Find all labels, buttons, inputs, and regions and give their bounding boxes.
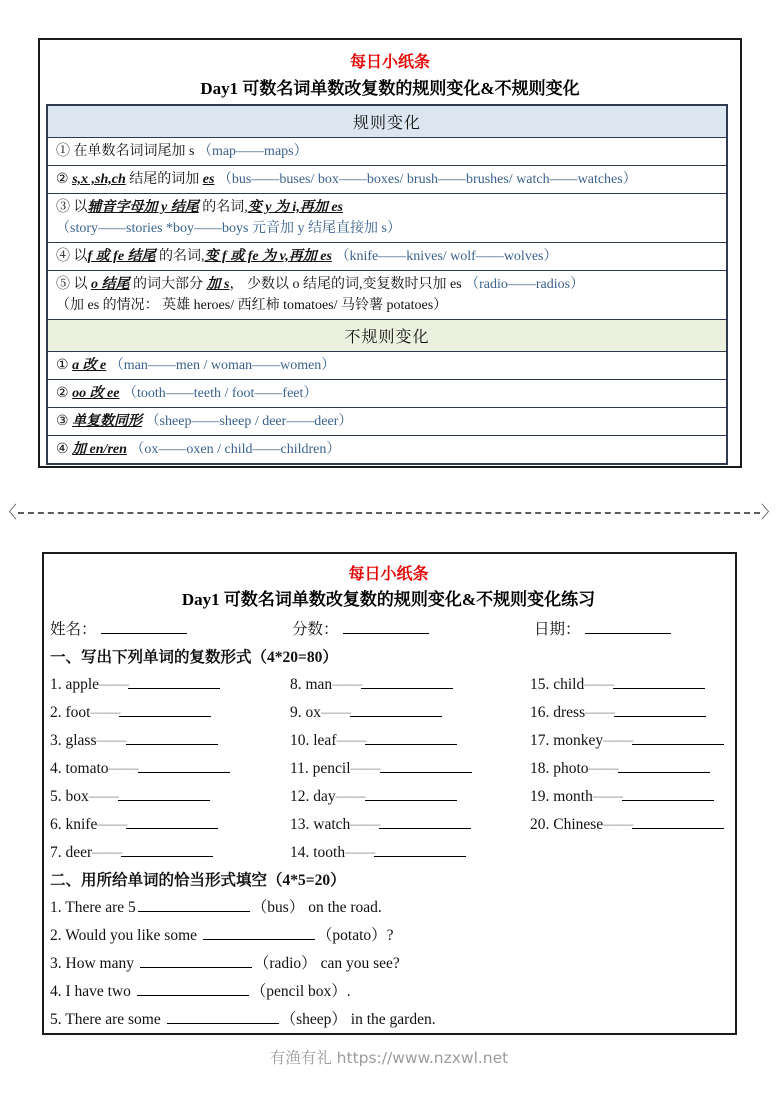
sentence-pre: 4. I have two (50, 983, 135, 1000)
worksheet-card (42, 552, 737, 1035)
word-label: 13. watch (290, 816, 351, 833)
sentence-hint: （radio） (253, 955, 317, 972)
word-dash: —— (336, 732, 366, 749)
word-blank[interactable] (622, 783, 714, 801)
field-blank[interactable] (343, 618, 429, 634)
word-item (290, 783, 530, 811)
rule-text: 的词大部分 (129, 277, 207, 292)
rule-row (48, 407, 726, 435)
word-item (50, 671, 290, 699)
word-item (290, 727, 530, 755)
word-dash: —— (588, 760, 618, 777)
word-blank[interactable] (365, 783, 457, 801)
word-dash: —— (321, 704, 350, 721)
word-item (530, 727, 724, 755)
sentence-item (50, 978, 727, 1006)
rule-example: （tooth——teeth / foot——feet） (119, 386, 318, 401)
rule-row (48, 270, 726, 319)
sentence-item (50, 1006, 727, 1034)
word-item (290, 839, 530, 867)
word-dash: —— (335, 788, 365, 805)
site-footer: 有渔有礼 https://www.nzxwl.net (269, 1049, 509, 1067)
word-item (530, 671, 724, 699)
word-label: 10. leaf (290, 732, 337, 749)
word-grid (50, 671, 727, 867)
rule-text: ③ (56, 414, 73, 429)
rule-text: ⑤ 以 (56, 277, 91, 292)
word-label: 15. child (530, 676, 585, 693)
rule-keyword: s,x ,sh,ch (72, 172, 126, 187)
word-blank[interactable] (618, 755, 710, 773)
word-item (530, 783, 724, 811)
word-dash: —— (603, 816, 633, 833)
word-dash: —— (92, 844, 122, 861)
rule-keyword: 变 f 或 fe 为 v,再加 es (204, 249, 332, 264)
rule-text: ④ (56, 442, 73, 457)
rule-keyword: f 或 fe 结尾 (87, 249, 156, 264)
sentence-post: on the road. (304, 899, 382, 916)
sentence-blank[interactable] (138, 894, 250, 912)
sentence-item (50, 922, 727, 950)
rule-line (56, 169, 718, 190)
rule-example: （ox——oxen / child——children） (126, 442, 341, 457)
word-dash: —— (592, 788, 622, 805)
rule-text: ① (56, 358, 73, 373)
word-item (290, 811, 530, 839)
word-label: 5. box (50, 788, 89, 805)
field-label: 日期： (534, 621, 581, 638)
word-label: 11. pencil (290, 760, 351, 777)
sentence-blank[interactable] (203, 922, 315, 940)
field-label: 分数： (292, 621, 339, 638)
rule-keyword: 单复数同形 (72, 414, 143, 429)
rule-line (56, 197, 718, 218)
sentence-list (50, 894, 727, 1034)
sentence-pre: 3. How many (50, 955, 138, 972)
word-item (530, 755, 724, 783)
word-item (530, 811, 724, 839)
rule-keyword: 辅音字母加 y 结尾 (87, 200, 199, 215)
word-label: 2. foot (50, 704, 91, 721)
word-blank[interactable] (613, 671, 705, 689)
word-label: 17. monkey (530, 732, 604, 749)
rule-text: ② (56, 172, 73, 187)
field-blank[interactable] (101, 618, 187, 634)
word-dash: —— (97, 816, 127, 833)
word-dash: —— (584, 676, 614, 693)
word-dash: —— (350, 760, 380, 777)
word-blank[interactable] (632, 727, 724, 745)
rule-text: 的名词, (155, 249, 205, 264)
word-blank[interactable] (350, 699, 442, 717)
rules-section-header: 规则变化 (48, 106, 726, 137)
rules-section-header: 不规则变化 (48, 319, 726, 351)
worksheet-subtitle: Day1 可数名词单数改复数的规则变化&不规则变化练习 (181, 590, 596, 609)
rule-example: （man——men / woman——women） (106, 358, 336, 373)
sentence-pre: 1. There are 5 (50, 899, 136, 916)
rule-text: ④ 以 (56, 249, 88, 264)
word-label: 8. man (290, 676, 333, 693)
worksheet-fields-row (50, 618, 727, 644)
word-item (50, 783, 290, 811)
word-blank[interactable] (379, 811, 471, 829)
word-blank[interactable] (118, 783, 210, 801)
rule-line (56, 411, 718, 432)
rule-text: ① 在单数名词词尾加 s (56, 144, 198, 159)
sentence-hint: （sheep） (280, 1011, 347, 1028)
word-item (290, 755, 530, 783)
rule-line (56, 439, 718, 460)
note-card-title: 每日小纸条 (349, 54, 430, 71)
sentence-hint: （potato） (316, 927, 387, 944)
rule-example: （story——stories *boy——boys 元音加 y 结尾直接加 s） (56, 221, 401, 236)
field-label: 姓名： (50, 621, 97, 638)
word-dash: —— (332, 676, 362, 693)
word-column (290, 671, 530, 867)
worksheet-field (50, 618, 292, 644)
rule-line (56, 274, 718, 295)
word-dash: —— (99, 676, 129, 693)
word-label: 18. photo (530, 760, 589, 777)
word-dash: —— (345, 844, 375, 861)
rule-row (48, 165, 726, 193)
word-item (50, 699, 290, 727)
worksheet-title: 每日小纸条 (348, 566, 429, 583)
sentence-pre: 5. There are some (50, 1011, 165, 1028)
rule-example: （knife——knives/ wolf——wolves） (331, 249, 558, 264)
rule-line (56, 218, 718, 239)
sentence-blank[interactable] (137, 978, 249, 996)
rule-keyword: es (202, 172, 215, 187)
word-dash: —— (603, 732, 633, 749)
word-item (50, 755, 290, 783)
word-blank[interactable] (361, 671, 453, 689)
rule-text: 的名词, (198, 200, 248, 215)
rule-text: 结尾的词加 (125, 172, 203, 187)
word-blank[interactable] (374, 839, 466, 857)
word-blank[interactable] (128, 671, 220, 689)
rule-line (56, 295, 718, 316)
rule-keyword: a 改 e (72, 358, 107, 373)
word-label: 19. month (530, 788, 593, 805)
word-blank[interactable] (138, 755, 230, 773)
rule-text: ， 少数以 o 结尾的词,变复数时只加 es (229, 277, 466, 292)
word-label: 7. deer (50, 844, 93, 861)
cut-line-right-bracket-icon: 〉 (761, 503, 778, 523)
sentence-blank[interactable] (167, 1006, 279, 1024)
rule-line (56, 246, 718, 267)
field-blank[interactable] (585, 618, 671, 634)
rule-example: （map——maps） (197, 144, 308, 159)
word-label: 12. day (290, 788, 336, 805)
cut-line (0, 500, 778, 526)
word-blank[interactable] (126, 727, 218, 745)
rule-example: （radio——radios） (465, 277, 585, 292)
rule-row (48, 193, 726, 242)
rule-line (56, 355, 718, 376)
word-blank[interactable] (365, 727, 457, 745)
word-item (50, 839, 290, 867)
word-dash: —— (585, 704, 615, 721)
word-label: 9. ox (290, 704, 321, 721)
rule-row (48, 435, 726, 463)
rule-example: （sheep——sheep / deer——deer） (142, 414, 353, 429)
word-blank[interactable] (632, 811, 724, 829)
cut-line-dashes (18, 512, 760, 514)
rule-row (48, 351, 726, 379)
sentence-hint: （pencil box） (250, 983, 347, 1000)
rule-row (48, 379, 726, 407)
sentence-blank[interactable] (140, 950, 252, 968)
word-label: 4. tomato (50, 760, 109, 777)
word-blank[interactable] (614, 699, 706, 717)
word-dash: —— (108, 760, 138, 777)
worksheet-field (534, 618, 671, 644)
worksheet-field (292, 618, 534, 644)
word-label: 20. Chinese (530, 816, 604, 833)
section1-heading: 一、写出下列单词的复数形式（4*20=80） (50, 649, 338, 666)
sentence-post: . (346, 983, 351, 1000)
sentence-item (50, 950, 727, 978)
word-dash: —— (90, 704, 120, 721)
word-blank[interactable] (121, 839, 213, 857)
sentence-post: in the garden. (346, 1011, 436, 1028)
word-column (50, 671, 290, 867)
rule-example: （bus——buses/ box——boxes/ brush——brushes/ watch——watches） (214, 172, 637, 187)
word-dash: —— (350, 816, 380, 833)
rule-line (56, 383, 718, 404)
rule-row (48, 137, 726, 165)
rule-row (48, 242, 726, 270)
sentence-hint: （bus） (251, 899, 305, 916)
word-blank[interactable] (126, 811, 218, 829)
word-label: 1. apple (50, 676, 100, 693)
note-card-subtitle: Day1 可数名词单数改复数的规则变化&不规则变化 (200, 79, 580, 98)
word-label: 16. dress (530, 704, 586, 721)
word-item (50, 811, 290, 839)
rules-note-card (38, 38, 742, 468)
word-label: 6. knife (50, 816, 98, 833)
sentence-post: can you see? (316, 955, 400, 972)
word-item (290, 671, 530, 699)
word-dash: —— (96, 732, 126, 749)
sentence-pre: 2. Would you like some (50, 927, 201, 944)
word-dash: —— (88, 788, 118, 805)
word-column (530, 671, 724, 867)
word-label: 3. glass (50, 732, 97, 749)
rule-text: （加 es 的情况： 英雄 heroes/ 西红柿 tomatoes/ 马铃薯 potatoes） (56, 298, 448, 313)
rule-keyword: 加 en/ren (72, 442, 127, 457)
rule-text: ② (56, 386, 73, 401)
cut-line-left-bracket-icon: 〈 (0, 503, 17, 523)
word-blank[interactable] (119, 699, 211, 717)
word-item (290, 699, 530, 727)
rule-line (56, 141, 718, 162)
word-item (530, 699, 724, 727)
rule-keyword: oo 改 ee (72, 386, 120, 401)
word-blank[interactable] (380, 755, 472, 773)
rule-keyword: 加 s (206, 277, 230, 292)
sentence-item (50, 894, 727, 922)
section2-heading: 二、用所给单词的恰当形式填空（4*5=20） (50, 872, 346, 889)
word-item (50, 727, 290, 755)
rule-keyword: o 结尾 (91, 277, 130, 292)
sentence-post: ? (386, 927, 394, 944)
rules-table (46, 104, 728, 465)
rule-keyword: 变 y 为 i,再加 es (247, 200, 343, 215)
rule-text: ③ 以 (56, 200, 88, 215)
word-label: 14. tooth (290, 844, 346, 861)
